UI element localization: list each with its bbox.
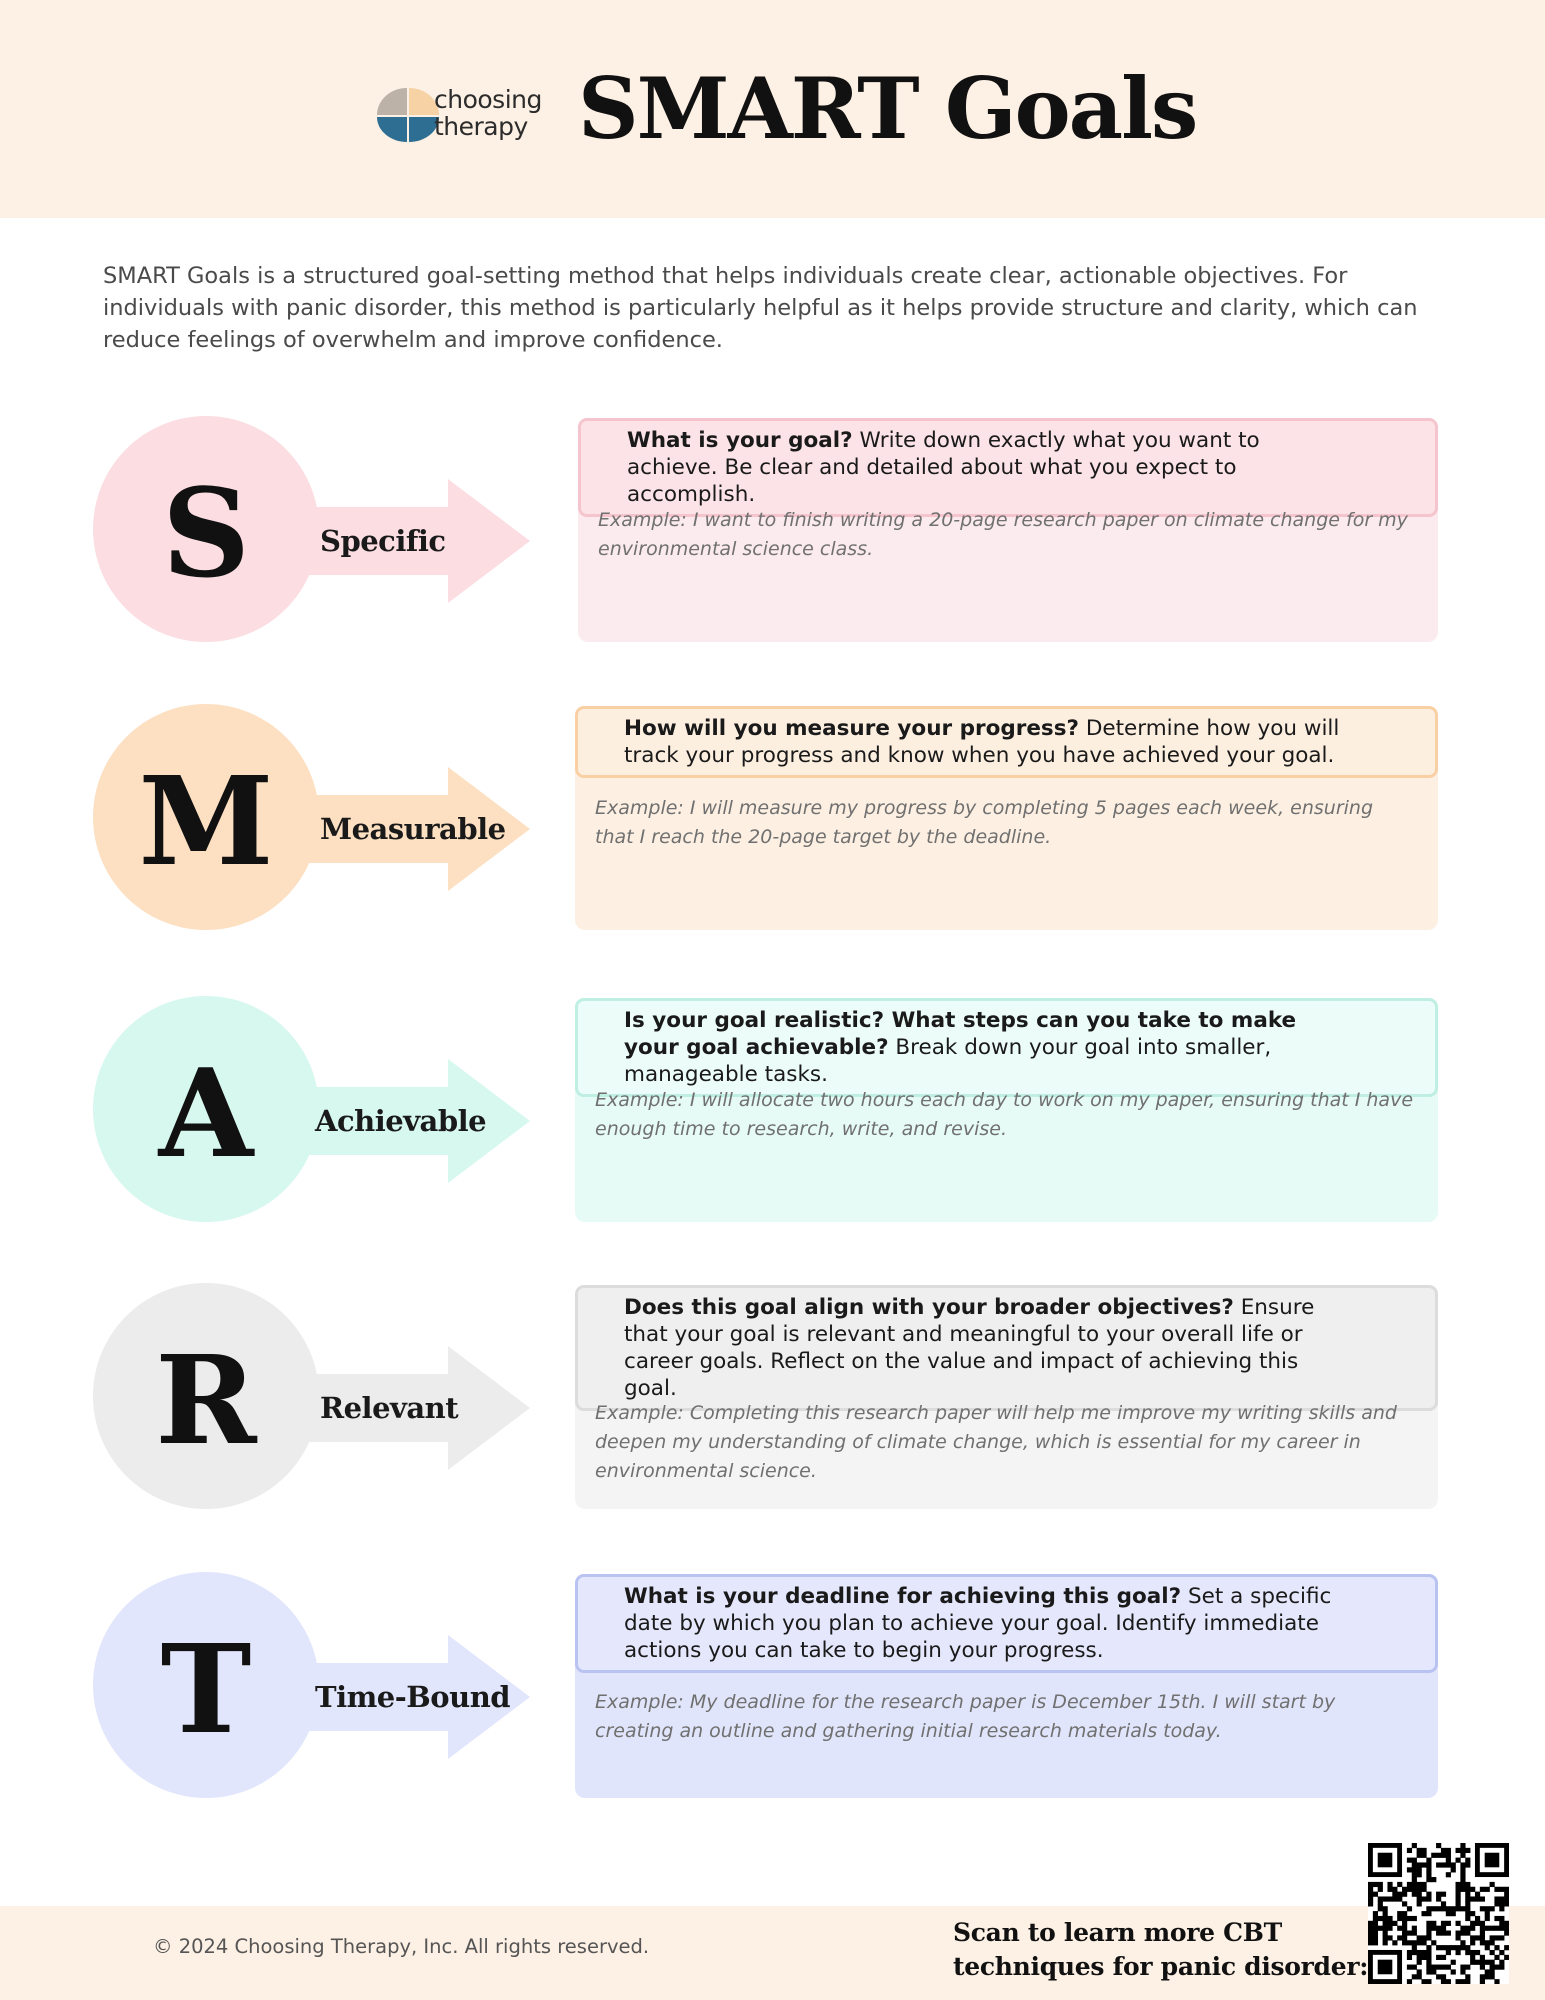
goal-question xyxy=(578,418,1438,517)
goal-question-text: Ensure that your goal is relevant and meaningful to your overall life or career goals. Reflect on the value and impact of achieving this goal. xyxy=(624,1295,1315,1401)
goal-example: Example: Completing this research paper will help me improve my writing skills and deepen my understanding of climate change, which is essential for my career in environmental science. xyxy=(595,1402,1397,1482)
goal-question-text: Determine how you will track your progress and know when you have achieved your goal. xyxy=(624,716,1340,768)
goal-example: Example: I will measure my progress by completing 5 pages each week, ensuring that I reach the 20-page target by the deadline. xyxy=(595,797,1374,848)
goal-question-bold: Is your goal realistic? What steps can you take to make your goal achievable? xyxy=(624,1008,1297,1060)
smart-row-measurable xyxy=(0,704,1545,932)
smart-letter: S xyxy=(161,461,251,605)
goal-question-bold: How will you measure your progress? xyxy=(624,716,1079,741)
goal-question-bold: Does this goal align with your broader objectives? xyxy=(624,1295,1234,1320)
goal-card xyxy=(575,706,1438,930)
goal-question-bold: What is your goal? xyxy=(627,428,853,453)
goal-question-text: Write down exactly what you want to achieve. Be clear and detailed about what you expect to accomplish. xyxy=(627,428,1260,507)
copyright-notice: © 2024 Choosing Therapy, Inc. All rights reserved. xyxy=(153,1935,650,1958)
logo-line-1: choosing xyxy=(434,85,542,114)
smart-letter: M xyxy=(138,749,274,893)
logo-line-2: therapy xyxy=(434,112,528,141)
goal-example: Example: My deadline for the research paper is December 15th. I will start by creating an outline and gathering initial research materials today. xyxy=(595,1691,1336,1742)
smart-word: Achievable xyxy=(315,1104,487,1138)
smart-word: Time-Bound xyxy=(315,1680,511,1714)
goal-card xyxy=(575,998,1438,1222)
goal-card xyxy=(575,1285,1438,1509)
smart-row-specific xyxy=(0,416,1545,644)
qr-code-icon[interactable] xyxy=(1368,1843,1509,1984)
goal-question xyxy=(575,706,1438,778)
header-band xyxy=(0,0,1545,218)
goal-card xyxy=(575,1574,1438,1798)
smart-letter: T xyxy=(160,1617,252,1761)
scan-prompt-line-2: techniques for panic disorder: xyxy=(953,1952,1369,1981)
smart-row-achievable xyxy=(0,996,1545,1224)
smart-row-time-bound xyxy=(0,1572,1545,1800)
smart-letter: R xyxy=(155,1328,257,1472)
scan-prompt-line-1: Scan to learn more CBT xyxy=(953,1918,1282,1947)
scan-prompt xyxy=(953,1916,1368,1984)
goal-question-bold: What is your deadline for achieving this goal? xyxy=(624,1584,1182,1609)
goal-question xyxy=(575,1574,1438,1673)
smart-row-relevant xyxy=(0,1283,1545,1511)
page-title: SMART Goals xyxy=(578,59,1197,158)
goal-question xyxy=(575,998,1438,1097)
smart-word: Measurable xyxy=(320,812,506,846)
goal-question-text: Break down your goal into smaller, manageable tasks. xyxy=(624,1035,1272,1087)
smart-word: Relevant xyxy=(320,1391,459,1425)
goal-question-text: Set a specific date by which you plan to achieve your goal. Identify immediate actions you can take to begin your progress. xyxy=(624,1584,1332,1663)
goal-question xyxy=(575,1285,1438,1411)
smart-letter: A xyxy=(158,1041,254,1185)
logo-wordmark xyxy=(434,86,542,140)
goal-card xyxy=(578,418,1438,642)
choosing-therapy-logo-icon xyxy=(377,88,439,142)
intro-paragraph: SMART Goals is a structured goal-setting method that helps individuals create clear, actionable objectives. For individuals with panic disorder, this method is particularly helpful as it helps provide structure and clarity, which can reduce feelings of overwhelm and improve confidence. xyxy=(103,263,1418,353)
smart-word: Specific xyxy=(320,524,446,558)
goal-example: Example: I will allocate two hours each day to work on my paper, ensuring that I have enough time to research, write, and revise. xyxy=(595,1089,1414,1140)
goal-example: Example: I want to finish writing a 20-page research paper on climate change for my environmental science class. xyxy=(598,509,1408,560)
